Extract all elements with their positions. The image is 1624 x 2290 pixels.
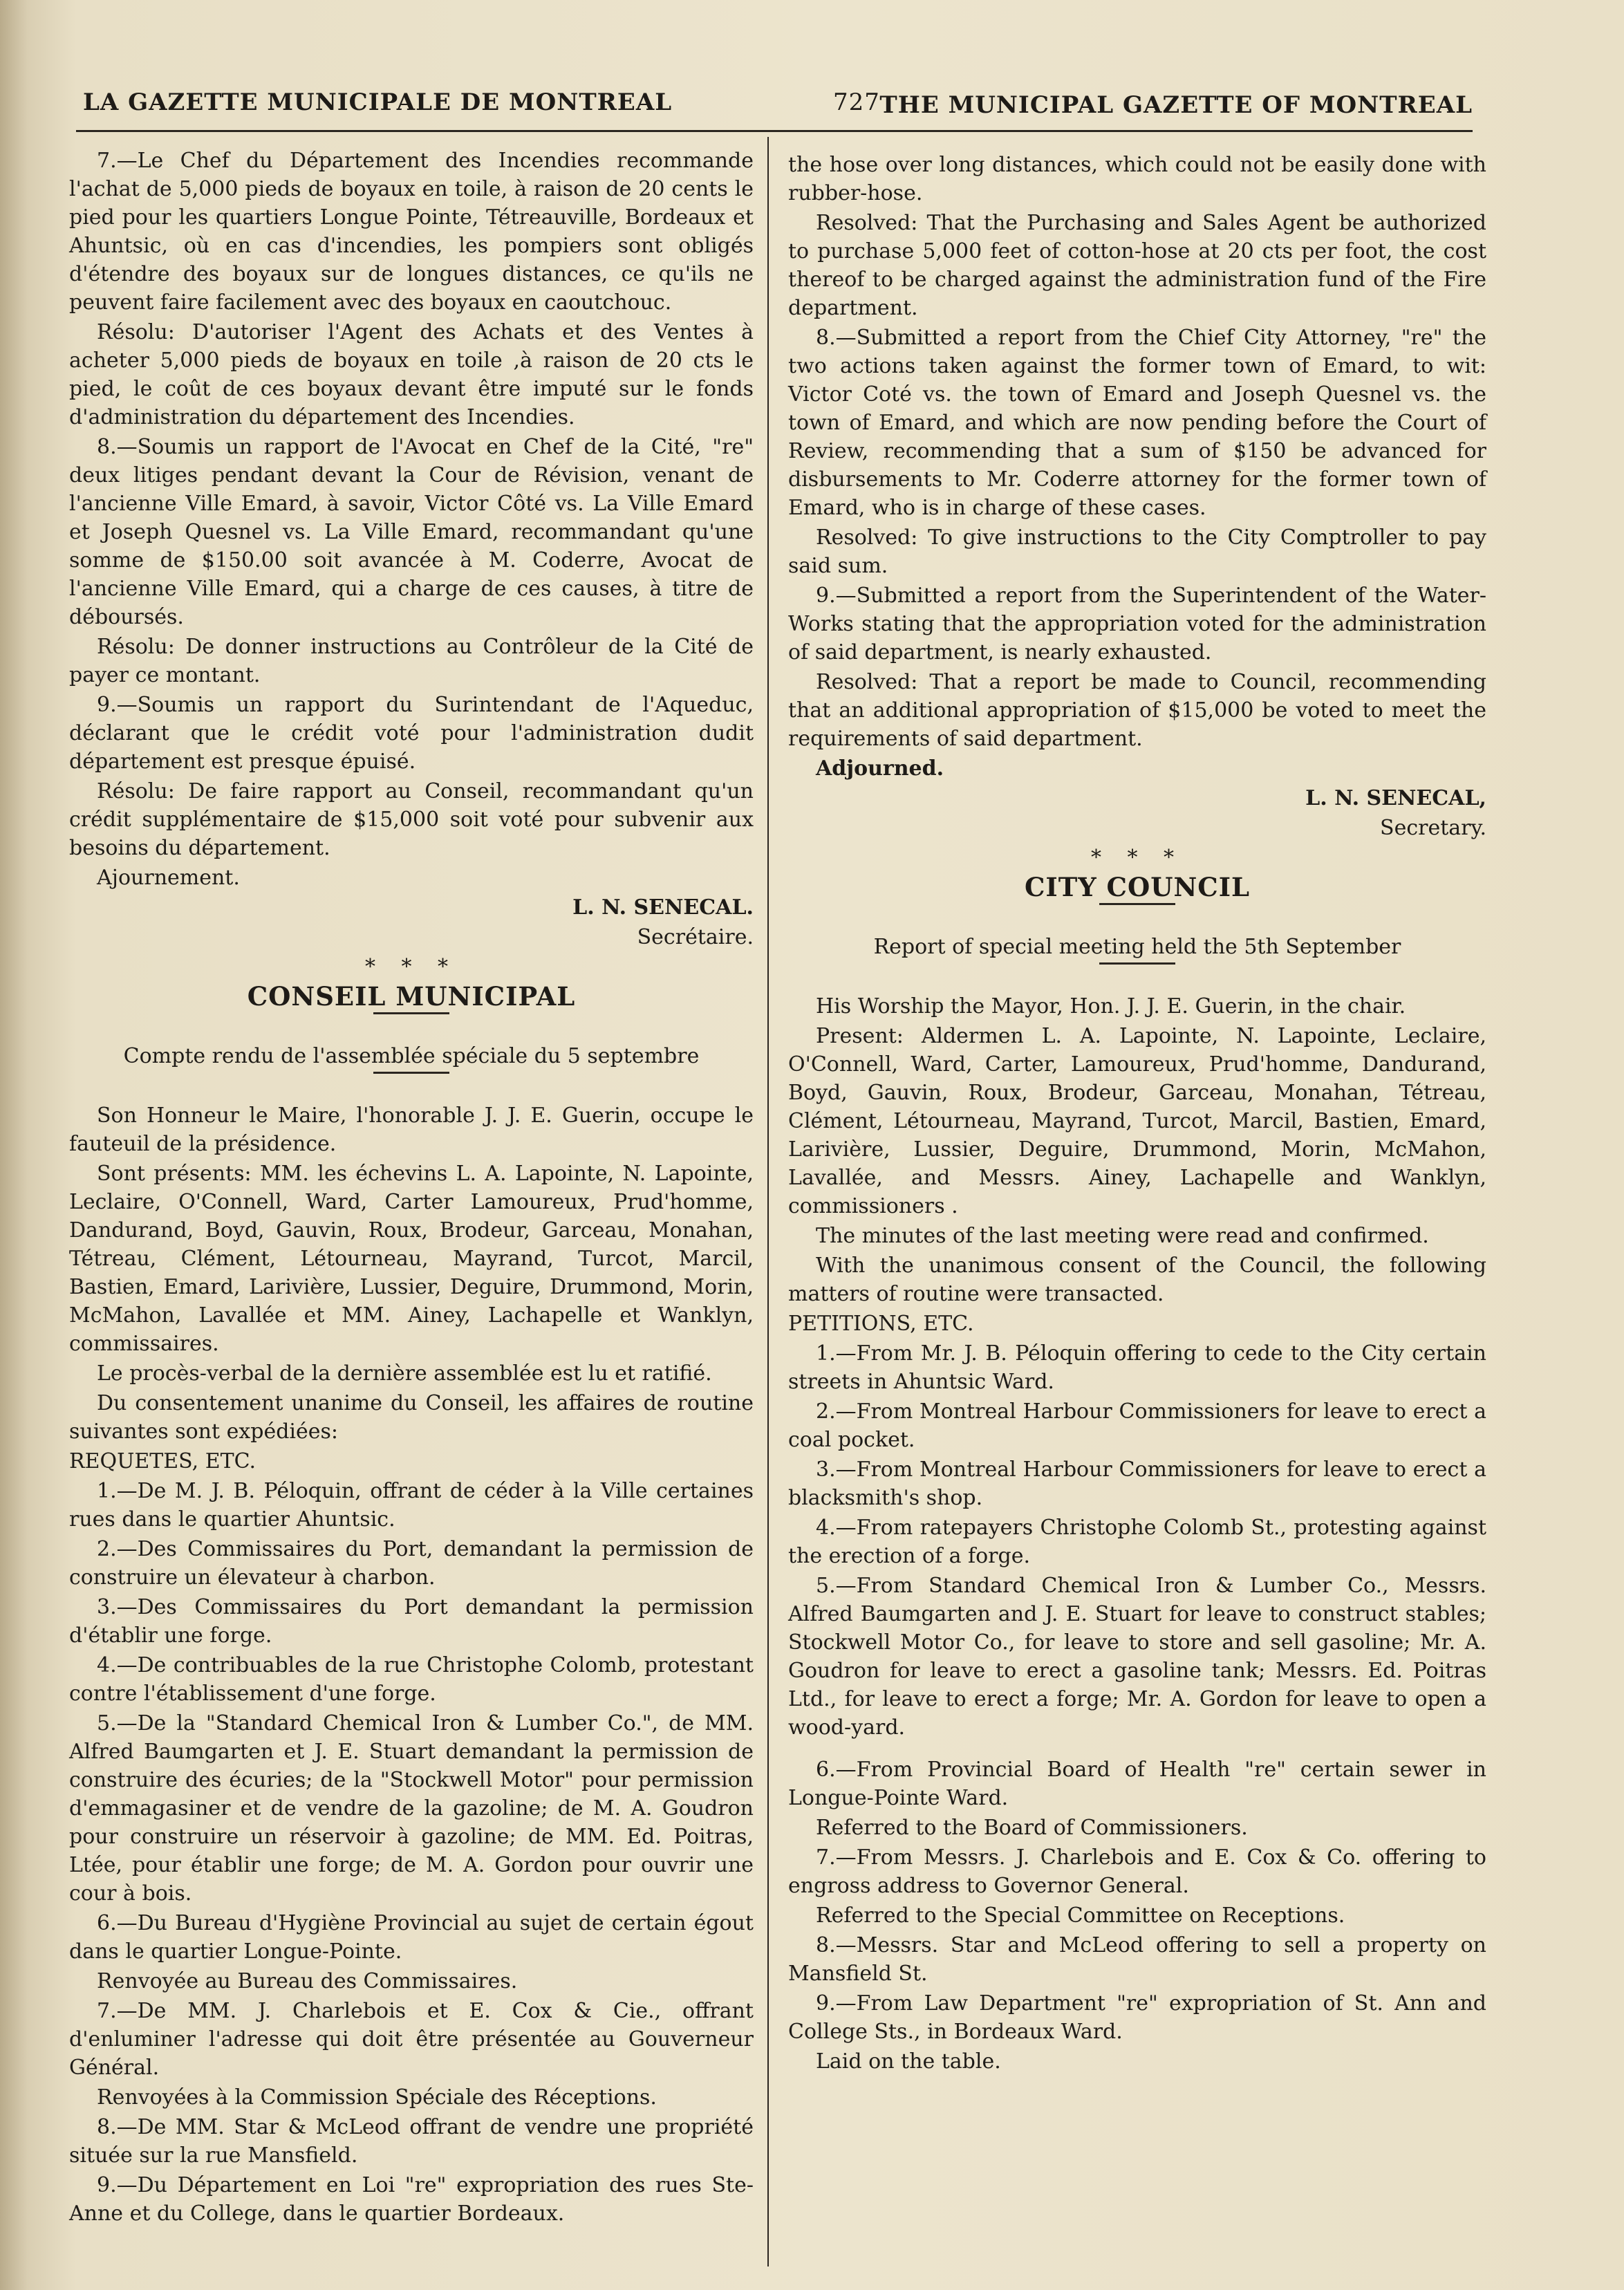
en-signature-title: Secretary. xyxy=(1380,816,1486,840)
en-petition-5: 5.—From Standard Chemical Iron & Lumber Co., Messrs. Alfred Baumgarten and J. E. Stuart for leave to construct stables; Stockwell Motor Co., for leave to store and sell gasoline; Mr. A. Goudron for leave to erect a gasoline tank; Messrs. Ed. Poitras Ltd., for leave to erect a forge; Mr. A. Gordon for leave to open a wood-yard. xyxy=(788,1574,1486,1740)
fr-item-9: 9.—Soumis un rapport du Surintendant de l'Aqueduc, déclarant que le crédit voté pour l'administration dudit département est presque épuisé. xyxy=(69,693,754,774)
en-petition-2: 2.—From Montreal Harbour Commissioners for leave to erect a coal pocket. xyxy=(788,1399,1486,1452)
en-heading-rule xyxy=(1099,903,1175,905)
en-intro-routine: With the unanimous consent of the Council, the following matters of routine were transacted. xyxy=(788,1254,1486,1306)
column-divider xyxy=(767,137,769,2266)
en-resolution-7: Resolved: That the Purchasing and Sales Agent be authorized to purchase 5,000 feet of cotton-hose at 20 cts per foot, the cost thereof to be charged against the administration fund of the Fire department. xyxy=(788,211,1486,320)
fr-item-8: 8.—Soumis un rapport de l'Avocat en Chef de la Cité, "re" deux litiges pendant devant la Cour de Révision, venant de l'ancienne Ville Emard, à savoir, Victor Côté vs. La Ville Emard et Joseph Quesnel vs. La Ville Emard, recommandant qu'une somme de $150.00 soit avancée à M. Coderre, Avocat de l'ancienne Ville Emard, qui a charge de ces causes, à titre de déboursés. xyxy=(69,435,754,629)
fr-petition-7: 7.—De MM. J. Charlebois et E. Cox & Cie., offrant d'enluminer l'adresse qui doit être présentée au Gouverneur Général. xyxy=(69,1999,754,2080)
fr-resolution-8: Résolu: De donner instructions au Contrôleur de la Cité de payer ce montant. xyxy=(69,635,754,687)
en-petition-8: 8.—Messrs. Star and McLeod offering to sell a property on Mansfield St. xyxy=(788,1933,1486,1986)
en-item-8: 8.—Submitted a report from the Chief City Attorney, "re" the two actions taken against the former town of Emard, to wit: Victor Coté vs. the town of Emard and Joseph Quesnel vs. the town of Emard, and which are now pending before the Court of Review, recommending that a sum of $150 be advanced for disbursements to Mr. Coderre attorney for the former town of Emard, who is in charge of these cases. xyxy=(788,326,1486,520)
en-item-9: 9.—Submitted a report from the Superintendent of the Water-Works stating that the appropriation voted for the administration of said department, is nearly exhausted. xyxy=(788,584,1486,664)
en-resolution-8: Resolved: To give instructions to the City Comptroller to pay said sum. xyxy=(788,525,1486,578)
fr-petition-8: 8.—De MM. Star & McLeod offrant de vendre une propriété située sur la rue Mansfield. xyxy=(69,2115,754,2168)
fr-petition-4: 4.—De contribuables de la rue Christophe Colomb, protestant contre l'établissement d'une forge. xyxy=(69,1653,754,1706)
french-column xyxy=(69,147,754,2229)
fr-referral-7: Renvoyées à la Commission Spéciale des Réceptions. xyxy=(97,2085,657,2110)
en-petition-7: 7.—From Messrs. J. Charlebois and E. Cox & Co. offering to engross address to Governor General. xyxy=(788,1845,1486,1898)
fr-petition-2: 2.—Des Commissaires du Port, demandant la permission de construire un élevateur à charbon. xyxy=(69,1537,754,1590)
fr-intro-present: Sont présents: MM. les échevins L. A. Lapointe, N. Lapointe, Leclaire, O'Connell, Ward, Carter Lamoureux, Prud'homme, Dandurand, Boyd, Gauvin, Roux, Brodeur, Garceau, Monahan, Tétreau, Clément, Létourneau, Mayrand, Turcot, Marcil, Bastien, Emard, Larivière, Lussier, Deguire, Drummond, Morin, McMahon, Lavallée et MM. Ainey, Lachapelle et Wanklyn, commissaires. xyxy=(69,1162,754,1356)
fr-resolution-7: Résolu: D'autoriser l'Agent des Achats et des Ventes à acheter 5,000 pieds de boyaux en toile ,à raison de 20 cts le pied, le coût de ces boyaux devant être imputé sur le fonds d'administration du département des Incendies. xyxy=(69,320,754,429)
fr-resolution-9: Résolu: De faire rapport au Conseil, recommandant qu'un crédit supplémentaire de $15,000 soit voté pour subvenir aux besoins du département. xyxy=(69,779,754,860)
fr-stars-separator: * * * xyxy=(364,955,458,979)
en-referral-7: Referred to the Special Committee on Receptions. xyxy=(816,1903,1345,1928)
en-stars-separator: * * * xyxy=(1090,846,1184,870)
fr-signature-name: L. N. SENECAL. xyxy=(572,895,754,920)
fr-adjournment: Ajournement. xyxy=(97,866,240,890)
en-petition-6: 6.—From Provincial Board of Health "re" certain sewer in Longue-Pointe Ward. xyxy=(788,1758,1486,1810)
fr-petition-9: 9.—Du Département en Loi "re" expropriation des rues Ste-Anne et du College, dans le quartier Bordeaux. xyxy=(69,2173,754,2226)
fr-intro-mayor: Son Honneur le Maire, l'honorable J. J. E. Guerin, occupe le fauteuil de la présidence. xyxy=(69,1104,754,1156)
en-intro-present: Present: Aldermen L. A. Lapointe, N. Lapointe, Leclaire, O'Connell, Ward, Carter, Lamoureux, Prud'homme, Dandurand, Boyd, Gauvin, Roux, Brodeur, Garceau, Monahan, Tétreau, Clément, Létourneau, Mayrand, Turcot, Marcil, Bastien, Emard, Larivière, Lussier, Deguire, Drummond, Morin, McMahon, Lavallée, and Messrs. Ainey, Lachapelle and Wanklyn, commissioners . xyxy=(788,1024,1486,1218)
en-intro-mayor: His Worship the Mayor, Hon. J. J. E. Guerin, in the chair. xyxy=(816,994,1406,1018)
en-item-7-continued: the hose over long distances, which could not be easily done with rubber-hose. xyxy=(788,153,1486,205)
fr-signature-title: Secrétaire. xyxy=(637,925,754,949)
page-header xyxy=(83,83,1473,124)
en-laid-on-table: Laid on the table. xyxy=(816,2049,1001,2074)
en-adjourned: Adjourned. xyxy=(816,756,944,781)
fr-subheading: Compte rendu de l'assemblée spéciale du 5 septembre xyxy=(123,1044,700,1068)
en-section-title: PETITIONS, ETC. xyxy=(788,1312,974,1336)
header-english-title: THE MUNICIPAL GAZETTE OF MONTREAL xyxy=(879,91,1473,119)
english-column xyxy=(788,151,1486,2077)
fr-subheading-rule xyxy=(373,1072,449,1074)
fr-referral-6: Renvoyée au Bureau des Commissaires. xyxy=(97,1969,518,1993)
en-subheading-rule xyxy=(1099,962,1175,965)
header-french-title: LA GAZETTE MUNICIPALE DE MONTREAL xyxy=(83,89,673,116)
fr-petition-5: 5.—De la "Standard Chemical Iron & Lumber Co.", de MM. Alfred Baumgarten et J. E. Stuart demandant la permission de construire des écuries; de la "Stockwell Motor" pour permission d'emmagasiner et de vendre de la gazoline; de M. A. Goudron pour construire un réservoir à gazoline; de MM. Ed. Poitras, Ltée, pour établir une forge; de M. A. Gordon pour ouvrir une cour à bois. xyxy=(69,1711,754,1906)
en-signature-name: L. N. SENECAL, xyxy=(1305,786,1486,810)
page-number: 727 xyxy=(833,89,880,116)
header-rule xyxy=(76,130,1473,132)
fr-intro-routine: Du consentement unanime du Conseil, les affaires de routine suivantes sont expédiées: xyxy=(69,1391,754,1444)
en-petition-3: 3.—From Montreal Harbour Commissioners for leave to erect a blacksmith's shop. xyxy=(788,1458,1486,1510)
fr-petition-6: 6.—Du Bureau d'Hygiène Provincial au sujet de certain égout dans le quartier Longue-Pointe. xyxy=(69,1911,754,1964)
en-petition-4: 4.—From ratepayers Christophe Colomb St., protesting against the erection of a forge. xyxy=(788,1516,1486,1568)
en-spacer xyxy=(788,1743,1486,1756)
fr-item-7: 7.—Le Chef du Département des Incendies recommande l'achat de 5,000 pieds de boyaux en toile, à raison de 20 cents le pied pour les quartiers Longue Pointe, Tétreauville, Bordeaux et Ahuntsic, où en cas d'incendies, les pompiers sont obligés d'étendre des boyaux sur de longues distances, ce qu'ils ne peuvent faire facilement avec des boyaux en caoutchouc. xyxy=(69,149,754,315)
fr-intro-minutes: Le procès-verbal de la dernière assemblée est lu et ratifié. xyxy=(97,1361,712,1386)
fr-heading: CONSEIL MUNICIPAL xyxy=(247,981,576,1012)
fr-heading-rule xyxy=(373,1012,449,1014)
fr-petition-1: 1.—De M. J. B. Péloquin, offrant de céder à la Ville certaines rues dans le quartier Ahuntsic. xyxy=(69,1479,754,1532)
fr-section-title: REQUETES, ETC. xyxy=(69,1449,256,1473)
en-heading: CITY COUNCIL xyxy=(1024,872,1251,902)
en-intro-minutes: The minutes of the last meeting were read and confirmed. xyxy=(816,1224,1429,1248)
en-petition-1: 1.—From Mr. J. B. Péloquin offering to cede to the City certain streets in Ahuntsic Ward. xyxy=(788,1341,1486,1394)
en-subheading: Report of special meeting held the 5th September xyxy=(873,935,1401,959)
en-referral-6: Referred to the Board of Commissioners. xyxy=(816,1816,1248,1840)
en-petition-9: 9.—From Law Department "re" expropriation of St. Ann and College Sts., in Bordeaux Ward. xyxy=(788,1991,1486,2044)
en-resolution-9: Resolved: That a report be made to Council, recommending that an additional appropriation of $15,000 be voted to meet the requirements of said department. xyxy=(788,670,1486,751)
fr-petition-3: 3.—Des Commissaires du Port demandant la permission d'établir une forge. xyxy=(69,1595,754,1648)
